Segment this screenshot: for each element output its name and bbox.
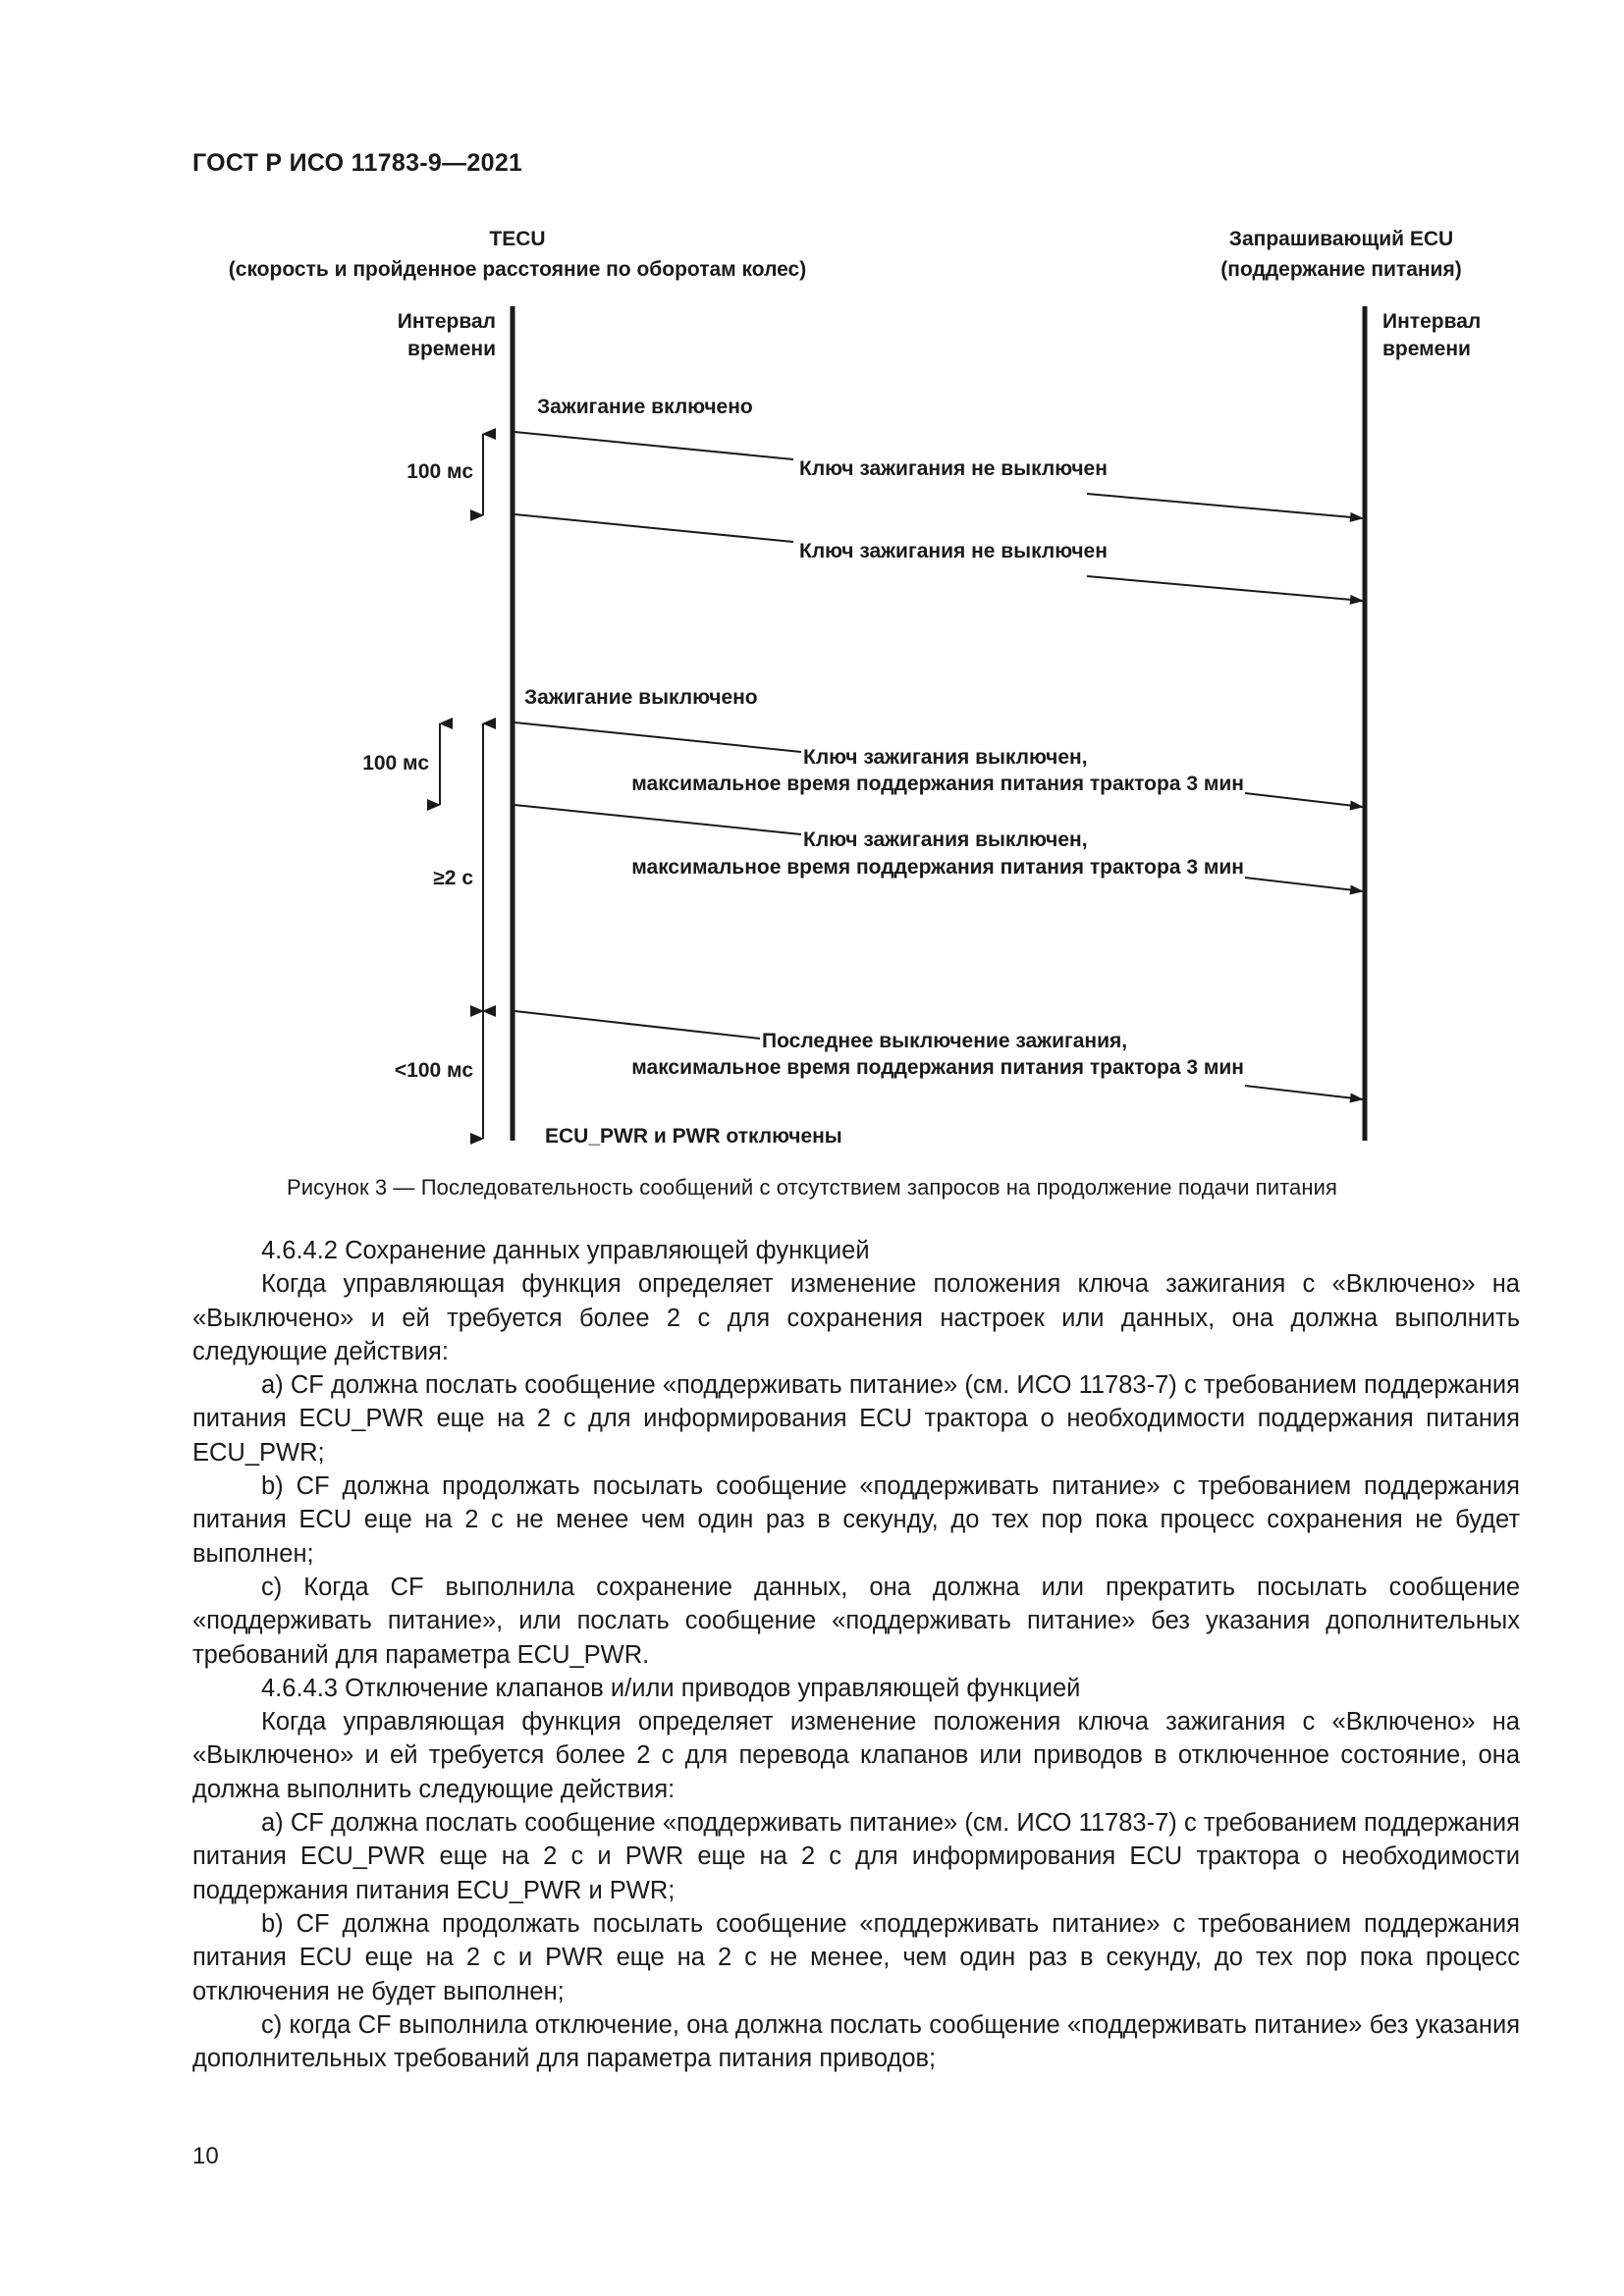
left-interval-label-2: времени [407,338,496,360]
body-text [192,1234,1520,2075]
right-actor-subtitle: (поддержание питания) [1220,258,1462,281]
power-off-label: ECU_PWR и PWR отключены [545,1125,842,1148]
page-number: 10 [192,2143,219,2169]
message-arrow [1245,1086,1363,1099]
message-arrow [1087,494,1363,518]
interval-off-label: 100 мс [362,752,429,774]
message-line [514,805,801,834]
interval-on-label: 100 мс [406,460,473,483]
message-line [514,722,801,752]
message-label: Ключ зажигания выключен, [803,828,1088,851]
list-item: b) CF должна продолжать посылать сообщение «поддерживать питание» с требованием поддержания питания ECU еще на 2 с и PWR еще на 2 с не менее, чем один раз в секунду, до тех пор пока процесс отключения не будет выполнен; [192,1909,1520,2005]
paragraph: Когда управляющая функция определяет изменение положения ключа зажигания с «Включено» на «Выключено» и ей требуется более 2 с для сохранения настроек или данных, она должна выполнить следующие действия: [192,1270,1520,1365]
paragraph: Когда управляющая функция определяет изменение положения ключа зажигания с «Включено» на «Выключено» и ей требуется более 2 с для перевода клапанов или приводов в отключенное состояние, она должна выполнить следующие действия: [192,1708,1520,1803]
message-label: Ключ зажигания не выключен [799,540,1108,562]
list-item: а) CF должна послать сообщение «поддерживать питание» (см. ИСО 11783-7) с требованием поддержания питания ECU_PWR еще на 2 с и PWR еще на 2 с для информирования ECU трактора о необходимости поддержания питания ECU_PWR и PWR; [192,1809,1520,1904]
list-item: b) CF должна продолжать посылать сообщение «поддерживать питание» с требованием поддержания питания ECU еще на 2 с не менее чем один раз в секунду, до тех пор пока процесс сохранения не будет выполнен; [192,1472,1520,1568]
message-arrow [1087,576,1363,601]
message-label: Ключ зажигания не выключен [799,457,1108,480]
interval-last-label: <100 мс [394,1059,473,1082]
section-heading: 4.6.4.2 Сохранение данных управляющей функцией [261,1237,870,1264]
interval-min-label: ≥2 с [433,867,473,889]
message-line [514,514,793,542]
list-item: c) Когда CF выполнила сохранение данных, она должна или прекратить посылать сообщение «поддерживать питание», или послать сообщение «поддерживать питание» без указания дополнительных требований для параметра ECU_PWR. [192,1573,1520,1669]
right-interval-label-2: времени [1382,338,1471,360]
list-item: c) когда CF выполнила отключение, она должна послать сообщение «поддерживать питание» без указания дополнительных требований для параметра питания приводов; [192,2010,1520,2073]
message-label: Ключ зажигания выключен, [803,746,1088,769]
right-actor-name: Запрашивающий ECU [1228,228,1454,250]
figure-caption: Рисунок 3 — Последовательность сообщений с отсутствием запросов на продолжение подачи питания [287,1175,1337,1200]
message-label: максимальное время поддержания питания трактора 3 мин [631,856,1244,879]
left-actor-name: TECU [489,228,546,250]
message-label: Последнее выключение зажигания, [762,1030,1128,1052]
message-line [514,432,793,459]
section-heading: 4.6.4.3 Отключение клапанов и/или приводов управляющей функцией [261,1674,1081,1702]
document-header: ГОСТ Р ИСО 11783-9—2021 [192,149,523,177]
list-item: а) CF должна послать сообщение «поддерживать питание» (см. ИСО 11783-7) с требованием поддержания питания ECU_PWR еще на 2 с для информирования ECU трактора о необходимости поддержания питания ECU_PWR; [192,1371,1520,1467]
ignition-on-label: Зажигание включено [537,396,753,418]
left-interval-label-1: Интервал [397,310,496,333]
message-arrow [1245,793,1363,807]
message-label: максимальное время поддержания питания трактора 3 мин [631,773,1244,795]
ignition-off-label: Зажигание выключено [524,686,758,709]
message-line [514,1011,760,1039]
message-arrow [1245,878,1363,891]
left-actor-subtitle: (скорость и пройденное расстояние по оборотам колес) [228,258,807,281]
message-label: максимальное время поддержания питания трактора 3 мин [631,1056,1244,1079]
right-interval-label-1: Интервал [1382,310,1482,333]
